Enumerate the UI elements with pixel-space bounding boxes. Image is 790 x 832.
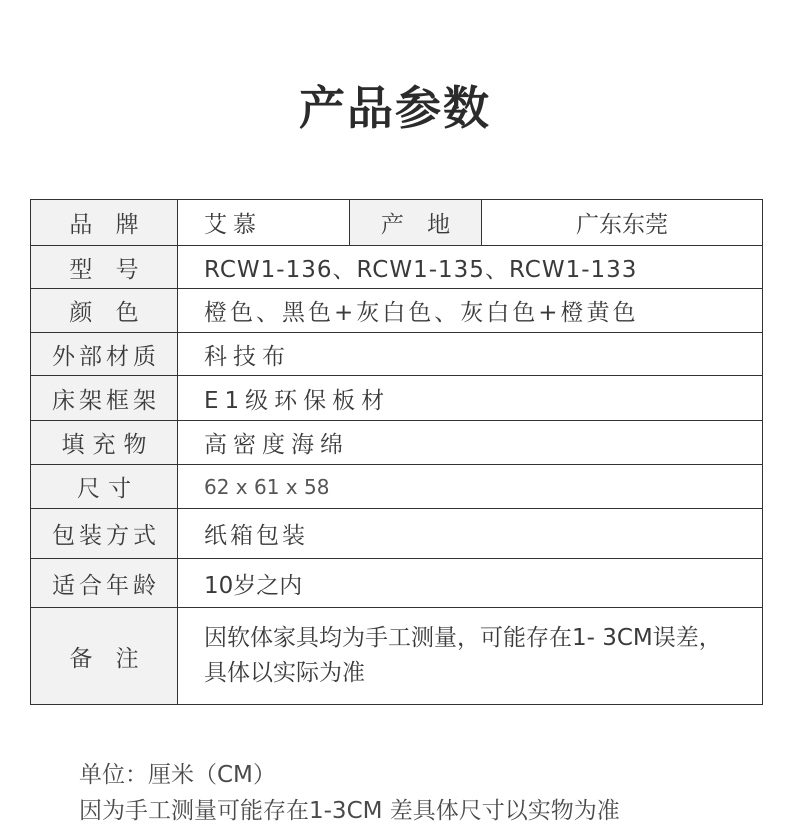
table-row-size: [31, 465, 763, 509]
filling-value: 高密度海绵: [178, 421, 763, 465]
age-value: 10岁之内: [178, 559, 763, 608]
brand-label: 品 牌: [31, 200, 178, 246]
page-title: 产品参数: [299, 81, 491, 135]
table-row-remark: [31, 608, 763, 705]
material-value: 科技布: [178, 333, 763, 376]
measurement-note: 因为手工测量可能存在1-3CM 差具体尺寸以实物为准: [79, 798, 620, 824]
table-row-filling: [31, 421, 763, 465]
frame-label: 床架框架: [31, 376, 178, 421]
product-spec-table: [30, 199, 763, 705]
unit-note: 单位：厘米（CM）: [79, 762, 276, 788]
filling-label: 填充物: [31, 421, 178, 465]
size-label: 尺寸: [31, 465, 178, 509]
table-row-model: [31, 246, 763, 289]
brand-value: 艾慕: [178, 200, 350, 246]
size-value: 62 x 61 x 58: [178, 465, 763, 509]
color-label: 颜 色: [31, 289, 178, 333]
model-label: 型 号: [31, 246, 178, 289]
origin-value: 广东东莞: [482, 200, 763, 246]
material-label: 外部材质: [31, 333, 178, 376]
model-value: RCW1-136、RCW1-135、RCW1-133: [178, 246, 763, 289]
age-label: 适合年龄: [31, 559, 178, 608]
table-row-frame: [31, 376, 763, 421]
table-row-color: [31, 289, 763, 333]
packaging-value: 纸箱包装: [178, 509, 763, 559]
table-row-packaging: [31, 509, 763, 559]
origin-label: 产 地: [350, 200, 482, 246]
color-value: 橙色、黑色+灰白色、灰白色+橙黄色: [178, 289, 763, 333]
remark-value: 因软体家具均为手工测量，可能存在1- 3CM误差，具体以实际为准: [178, 608, 763, 705]
table-row-material: [31, 333, 763, 376]
packaging-label: 包装方式: [31, 509, 178, 559]
table-row-brand: [31, 200, 763, 246]
footer-notes: [79, 757, 620, 829]
remark-label: 备 注: [31, 608, 178, 705]
table-row-age: [31, 559, 763, 608]
frame-value: E1级环保板材: [178, 376, 763, 421]
